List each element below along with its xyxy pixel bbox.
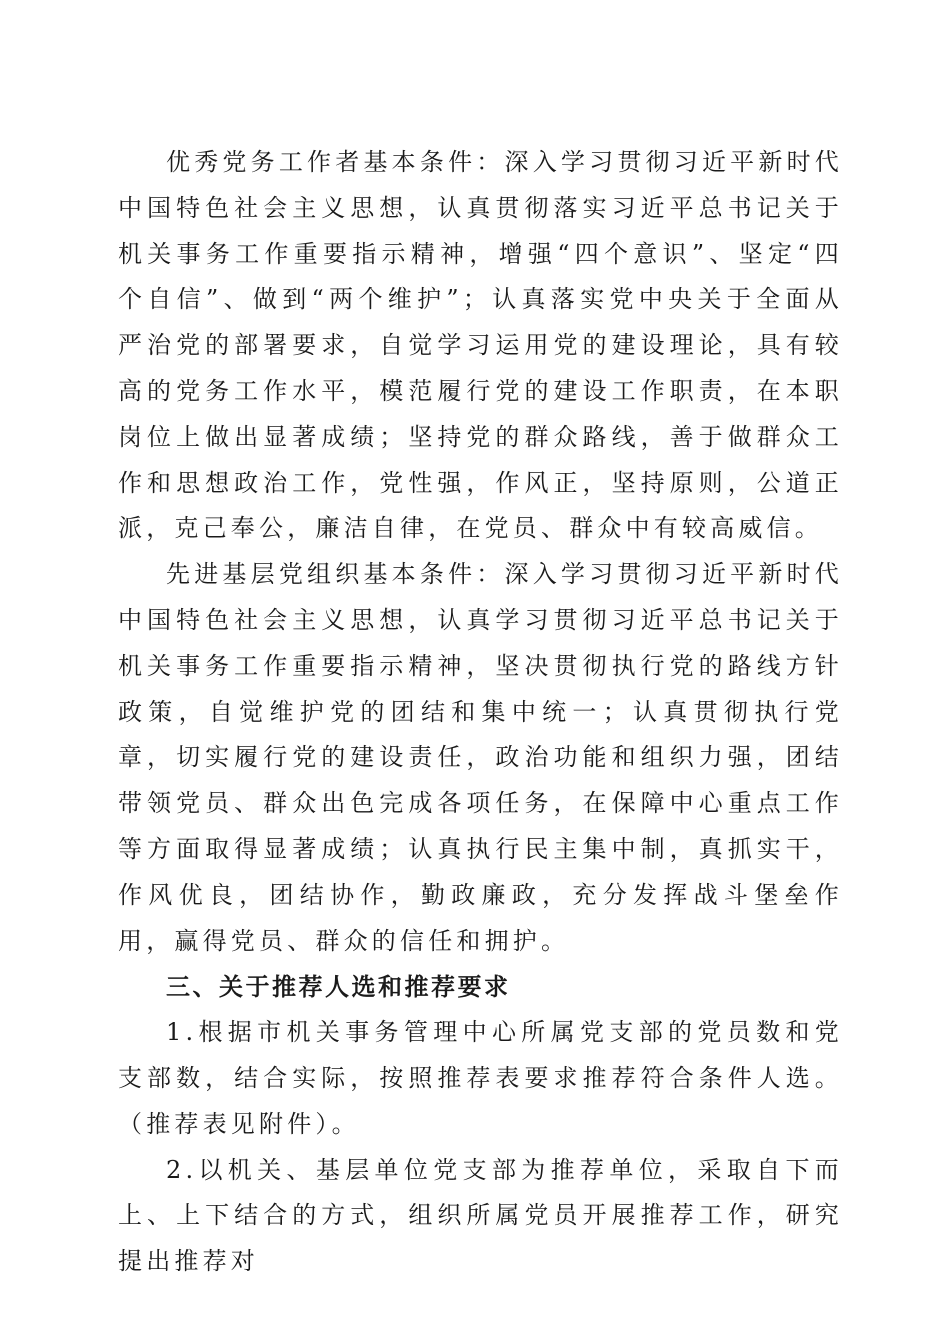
numbered-item-1: 1.根据市机关事务管理中心所属党支部的党员数和党支部数，结合实际，按照推荐表要求推荐符合条件人选。（推荐表见附件）。 <box>118 1018 843 1138</box>
section-heading-recommendation: 三、关于推荐人选和推荐要求 <box>166 972 511 1002</box>
document-body <box>118 140 843 1285</box>
numbered-item-2: 2.以机关、基层单位党支部为推荐单位，采取自下而上、上下结合的方式，组织所属党员开展推荐工作，研究提出推荐对 <box>118 1155 843 1276</box>
paragraph-advanced-organization-conditions: 先进基层党组织基本条件：深入学习贯彻习近平新时代中国特色社会主义思想，认真学习贯彻习近平总书记关于机关事务工作重要指示精神，坚决贯彻执行党的路线方针政策，自觉维护党的团结和集中统一；认真贯彻执行党章，切实履行党的建设责任，政治功能和组织力强，团结带领党员、群众出色完成各项任务，在保障中心重点工作等方面取得显著成绩；认真执行民主集中制，真抓实干，作风优良，团结协作，勤政廉政，充分发挥战斗堡垒作用，赢得党员、群众的信任和拥护。 <box>118 560 843 955</box>
paragraph-excellent-worker-conditions: 优秀党务工作者基本条件：深入学习贯彻习近平新时代中国特色社会主义思想，认真贯彻落实习近平总书记关于机关事务工作重要指示精神，增强“四个意识”、坚定“四个自信”、做到“两个维护”；认真落实党中央关于全面从严治党的部署要求，自觉学习运用党的建设理论，具有较高的党务工作水平，模范履行党的建设工作职责，在本职岗位上做出显著成绩；坚持党的群众路线，善于做群众工作和思想政治工作，党性强，作风正，坚持原则，公道正派，克己奉公，廉洁自律，在党员、群众中有较高威信。 <box>118 148 843 543</box>
